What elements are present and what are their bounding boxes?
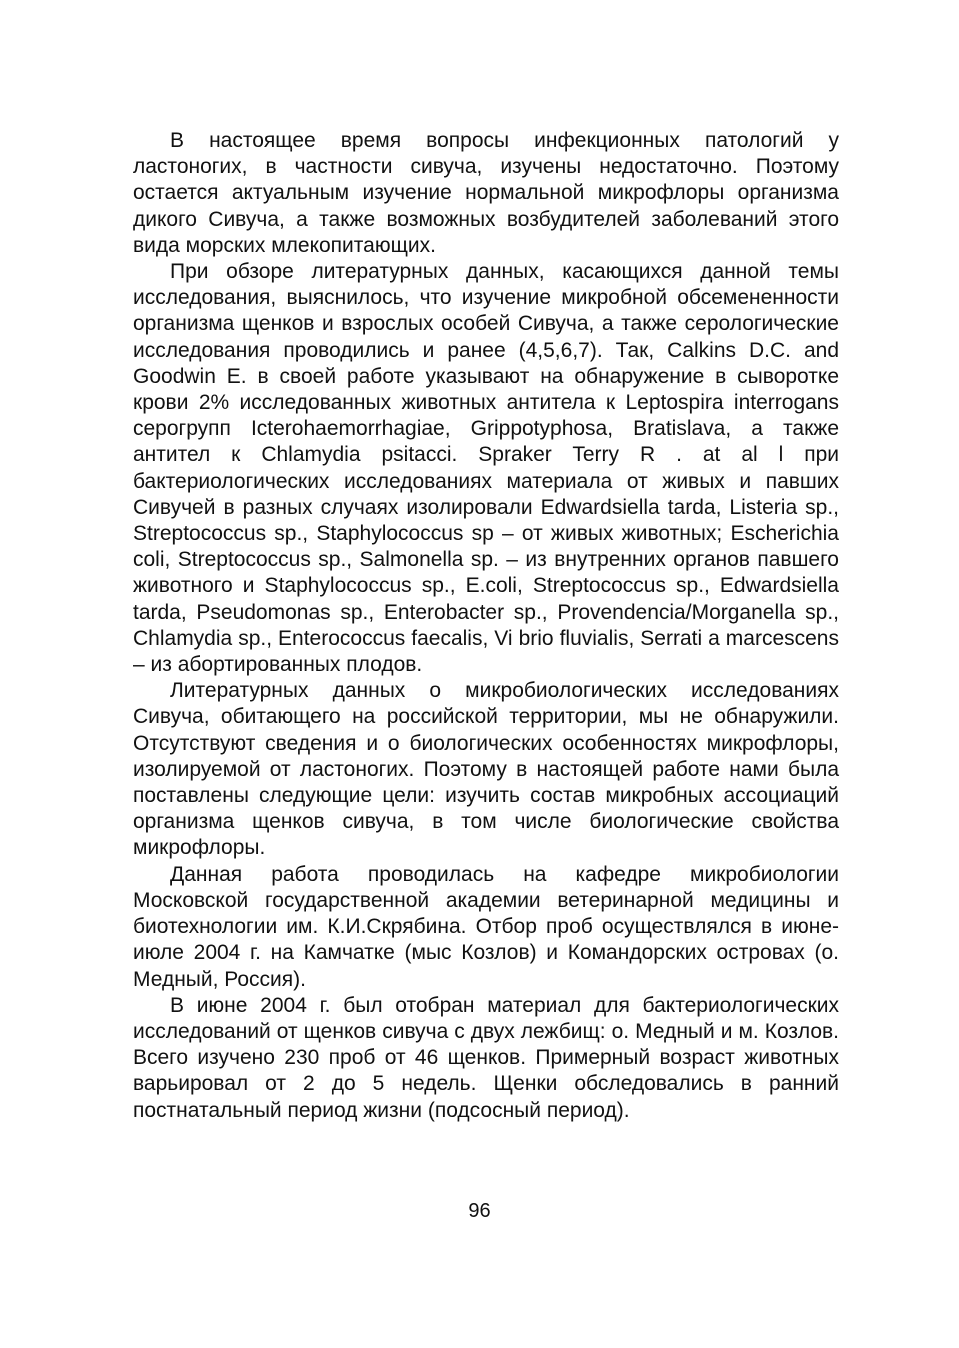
paragraph-4: Данная работа проводилась на кафедре микробиологии Московской государственной академии ветеринарной медицины и биотехнологии им. К.И.Скрябина. Отбор проб осуществлялся в июне-июле 2004 г. на Камчатке (мыс Козлов) и Командорских островах (о. Медный, Россия). [133, 862, 839, 991]
paragraph-5: В июне 2004 г. был отобран материал для бактериологических исследований от щенков сивуча с двух лежбищ: о. Медный и м. Козлов. Всего изучено 230 проб от 46 щенков. Примерный возраст животных варьировал от 2 до 5 недель. Щенки обследовались в ранний постнатальный период жизни (подсосный период). [133, 993, 839, 1122]
paragraph-3: Литературных данных о микробиологических исследованиях Сивуча, обитающего на российской территории, мы не обнаружили. Отсутствуют сведения и о биологических особенностях микрофлоры, изолируемой от ластоногих. Поэтому в настоящей работе нами была поставлены следующие цели: изучить состав микробных ассоциаций организма щенков сивуча, в том числе биологические свойства микрофлоры. [133, 679, 839, 860]
body-text [133, 128, 839, 1124]
paragraph-2: При обзоре литературных данных, касающихся данной темы исследования, выяснилось, что изучение микробной обсемененности организма щенков и взрослых особей Сивуча, а также серологические исследования проводились и ранее (4,5,6,7). Так, Calkins D.C. and Goodwin E. в своей работе указывают на обнаружение в сыворотке крови 2% исследованных животных антитела к Leptospira interrogans серогрупп Icterohaemorrhagiae, Grippotyphosa, Bratislava, а также антител к Chlamydia psitacci. Spraker Terry R . at al l при бактериологических исследованиях материала от живых и павших Сивучей в разных случаях изолировали Edwardsiella tarda, Listeria sp., Streptococcus sp., Staphylococcus sp – от живых животных; Escherichia coli, Streptococcus sp., Salmonella sp. – из внутренних органов павшего животного и Staphylococcus sp., E.coli, Streptococcus sp., Edwardsiella tarda, Pseudomonas sp., Enterobacter sp., Provendencia/Morganella sp., Chlamydia sp., Enterococcus faecalis, Vi brio fluvialis, Serrati a marcescens – из абортированных плодов. [133, 260, 839, 677]
page-number: 96 [468, 1200, 491, 1222]
paragraph-1: В настоящее время вопросы инфекционных патологий у ластоногих, в частности сивуча, изучены недостаточно. Поэтому остается актуальным изучение нормальной микрофлоры организма дикого Сивуча, а также возможных возбудителей заболеваний этого вида морских млекопитающих. [133, 129, 839, 257]
